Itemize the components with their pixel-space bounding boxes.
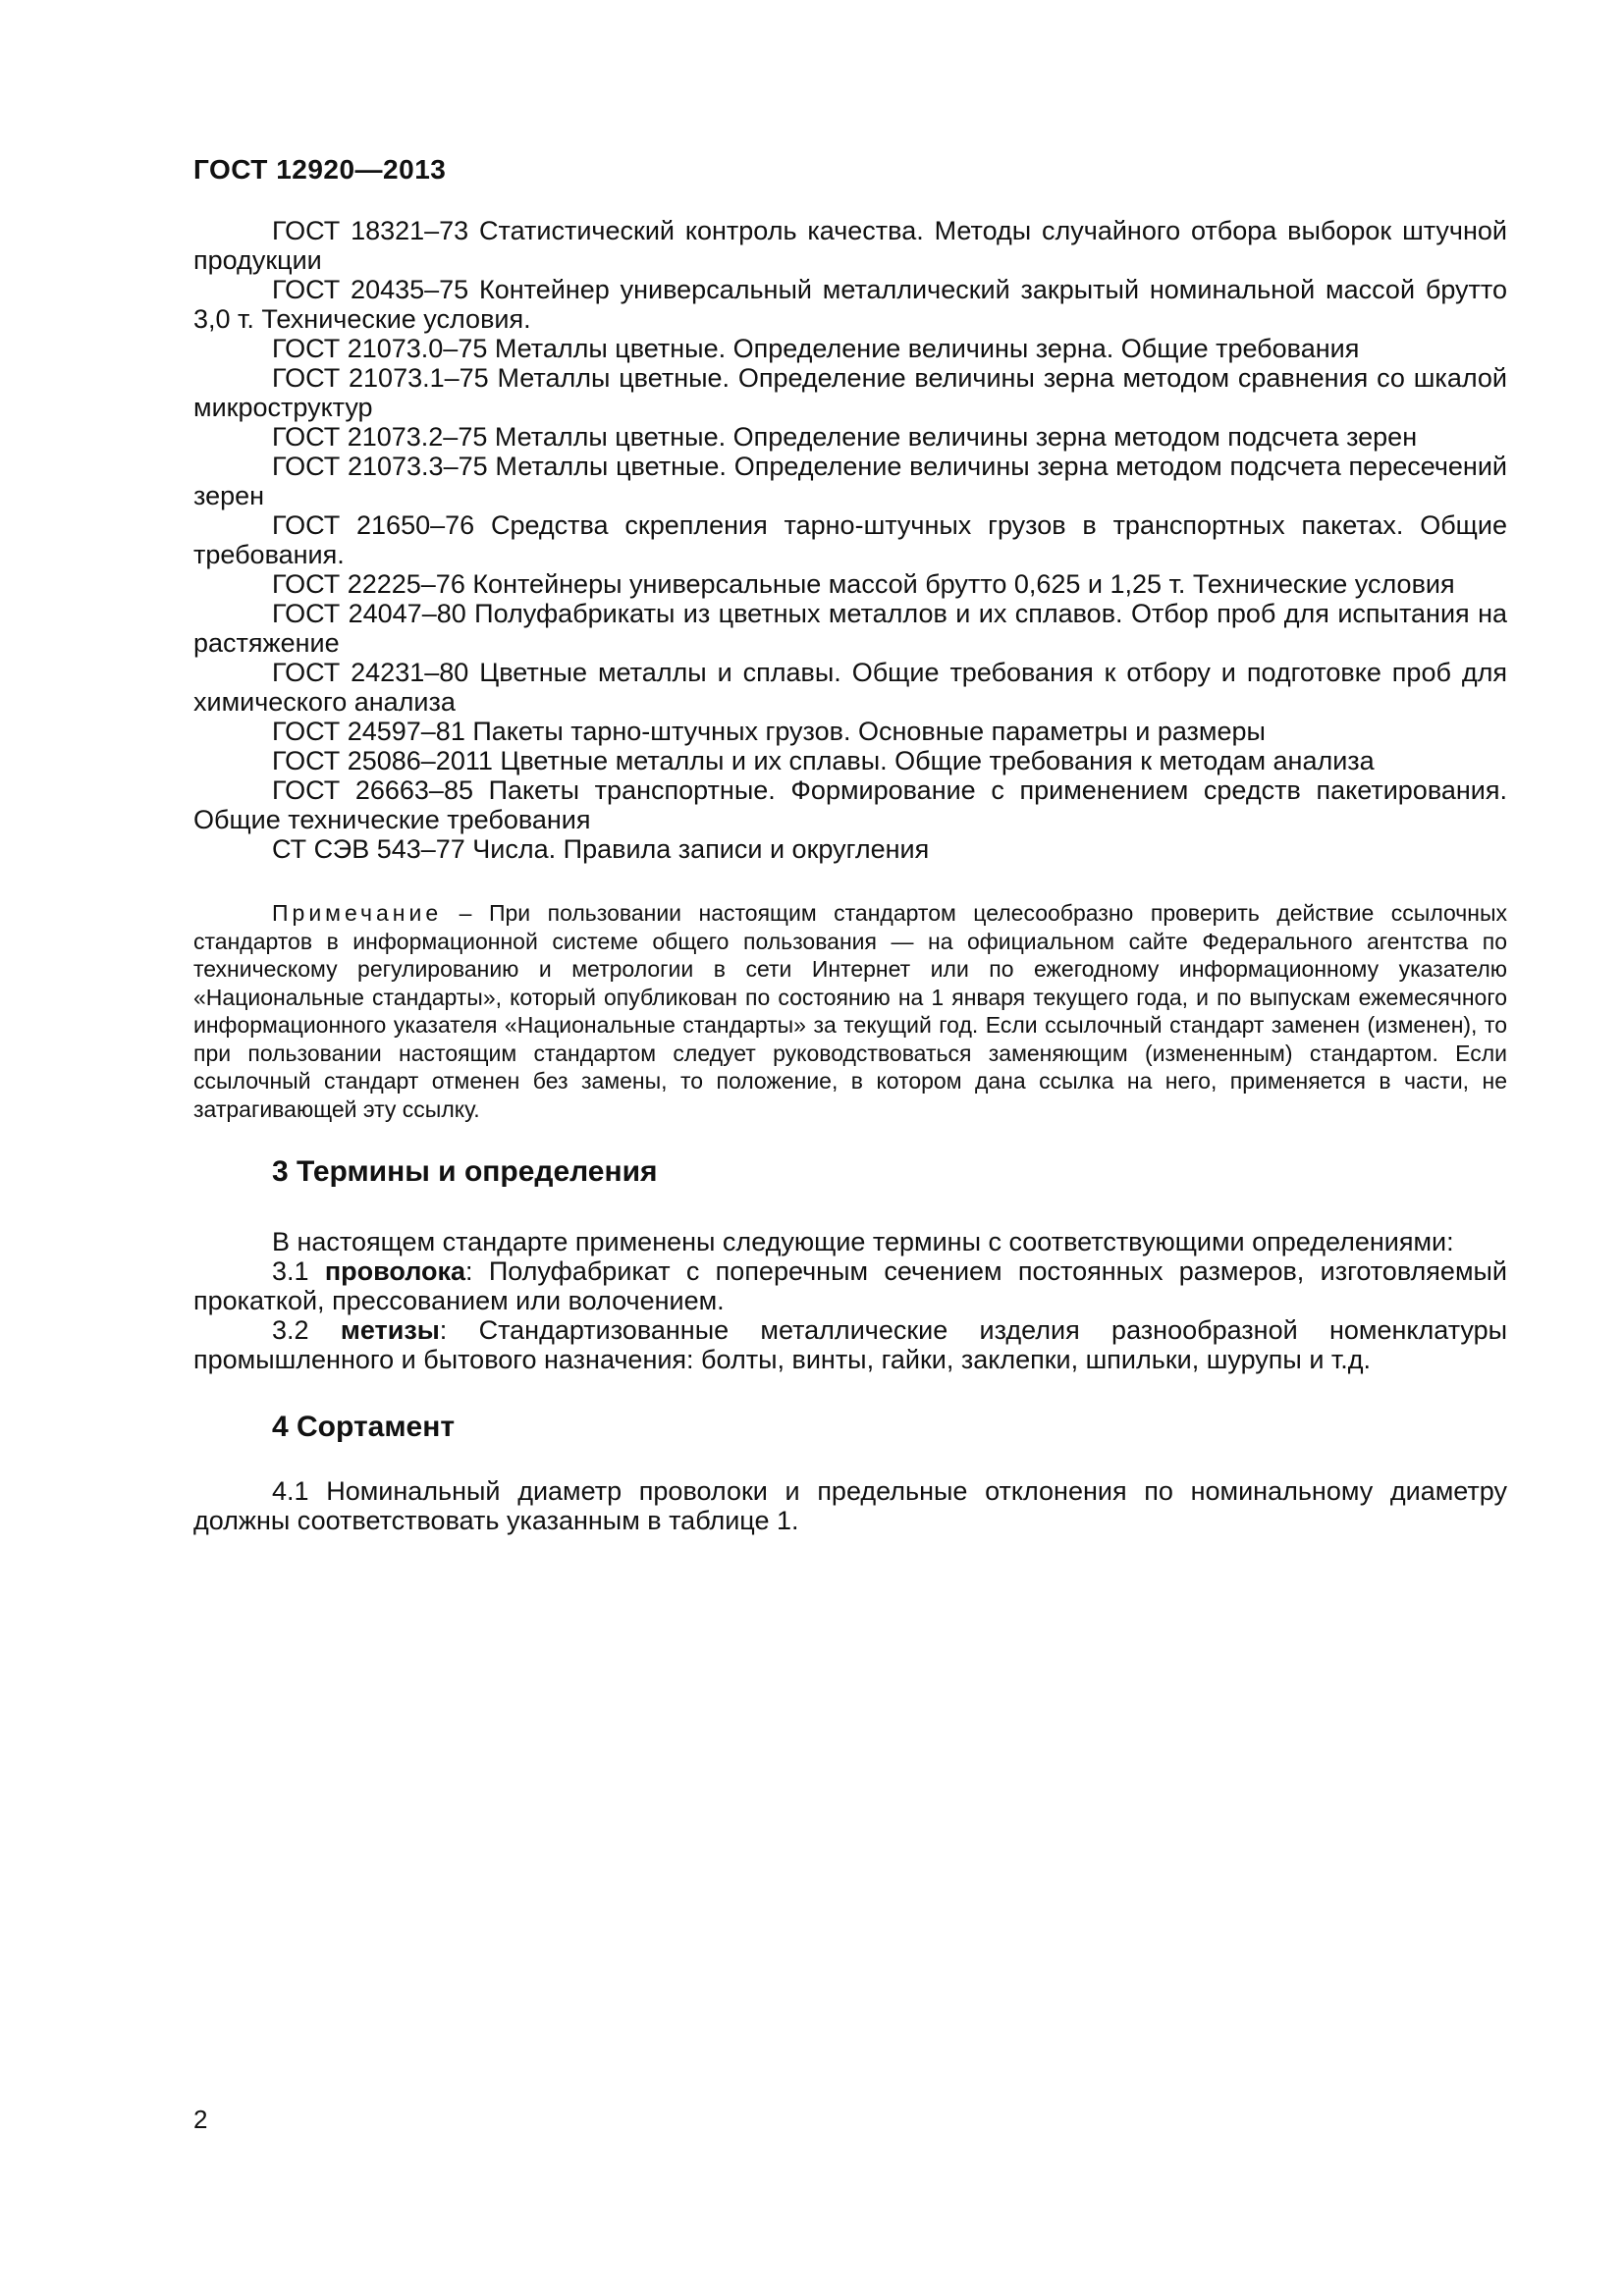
reference-item: ГОСТ 24047–80 Полуфабрикаты из цветных металлов и их сплавов. Отбор проб для испытания на растяжение: [193, 599, 1507, 658]
reference-item: ГОСТ 21073.2–75 Металлы цветные. Определение величины зерна методом подсчета зерен: [272, 422, 1418, 452]
document-title: ГОСТ 12920—2013: [193, 154, 447, 185]
term-number: 3.2: [272, 1315, 309, 1345]
reference-item: ГОСТ 24231–80 Цветные металлы и сплавы. Общие требования к отбору и подготовке проб для химического анализа: [193, 658, 1507, 717]
section-3-heading: 3 Термины и определения: [272, 1155, 658, 1188]
reference-item: ГОСТ 21073.3–75 Металлы цветные. Определение величины зерна методом подсчета пересечений зерен: [193, 452, 1507, 510]
reference-item: ГОСТ 26663–85 Пакеты транспортные. Формирование с применением средств пакетирования. Общие технические требования: [193, 775, 1507, 834]
section-4-paragraph: 4.1 Номинальный диаметр проволоки и предельные отклонения по номинальному диаметру должны соответствовать указанным в таблице 1.: [193, 1476, 1507, 1535]
term-definition-text: : Стандартизованные металлические изделия разнообразной номенклатуры промышленного и бытового назначения: болты, винты, гайки, заклепки, шпильки, шурупы и т.д.: [193, 1315, 1507, 1374]
section-4-body: [193, 1476, 1507, 1535]
note-text: – При пользовании настоящим стандартом целесообразно проверить действие ссылочных стандартов в информационной системе общего пользования — на официальном сайте Федерального агентства по техническому регулированию и метрологии в сети Интернет или по ежегодному информационному указателю «Национальные стандарты», который опубликован по состоянию на 1 января текущего года, и по выпускам ежемесячного информационного указателя «Национальные стандарты» за текущий год. Если ссылочный стандарт заменен (изменен), то при пользовании настоящим стандартом следует руководствоваться заменяющим (измененным) стандартом. Если ссылочный стандарт отменен без замены, то положение, в котором дана ссылка на него, применяется в части, не затрагивающей эту ссылку.: [193, 900, 1507, 1122]
page-number: 2: [193, 2105, 208, 2134]
reference-item: ГОСТ 21073.1–75 Металлы цветные. Определение величины зерна методом сравнения со шкалой микроструктур: [193, 363, 1507, 422]
term-definition: [193, 1315, 1507, 1374]
term-number: 3.1: [272, 1256, 309, 1286]
reference-item: ГОСТ 22225–76 Контейнеры универсальные массой брутто 0,625 и 1,25 т. Технические условия: [272, 569, 1455, 599]
reference-item: ГОСТ 18321–73 Статистический контроль качества. Методы случайного отбора выборок штучной продукции: [193, 216, 1507, 275]
section-4-heading: 4 Сортамент: [272, 1411, 456, 1443]
note-label: Примечание: [272, 900, 443, 926]
reference-item: ГОСТ 24597–81 Пакеты тарно-штучных грузов. Основные параметры и размеры: [272, 717, 1266, 746]
section-3-body: [193, 1227, 1507, 1374]
term-definition-text: : Полуфабрикат с поперечным сечением постоянных размеров, изготовляемый прокаткой, прессованием или волочением.: [193, 1256, 1507, 1315]
reference-item: ГОСТ 21073.0–75 Металлы цветные. Определение величины зерна. Общие требования: [272, 334, 1360, 363]
note-paragraph: [193, 899, 1507, 1123]
references-list: [193, 216, 1507, 864]
section-3-intro: В настоящем стандарте применены следующие термины с соответствующими определениями:: [272, 1227, 1454, 1256]
term-definition: [193, 1256, 1507, 1315]
reference-item: ГОСТ 25086–2011 Цветные металлы и их сплавы. Общие требования к методам анализа: [272, 746, 1375, 775]
reference-item: СТ СЭВ 543–77 Числа. Правила записи и округления: [272, 834, 930, 864]
reference-item: ГОСТ 21650–76 Средства скрепления тарно-штучных грузов в транспортных пакетах. Общие требования.: [193, 510, 1507, 569]
term-word: метизы: [340, 1315, 440, 1345]
term-word: проволока: [324, 1256, 466, 1286]
reference-item: ГОСТ 20435–75 Контейнер универсальный металлический закрытый номинальной массой брутто 3,0 т. Технические условия.: [193, 275, 1507, 334]
